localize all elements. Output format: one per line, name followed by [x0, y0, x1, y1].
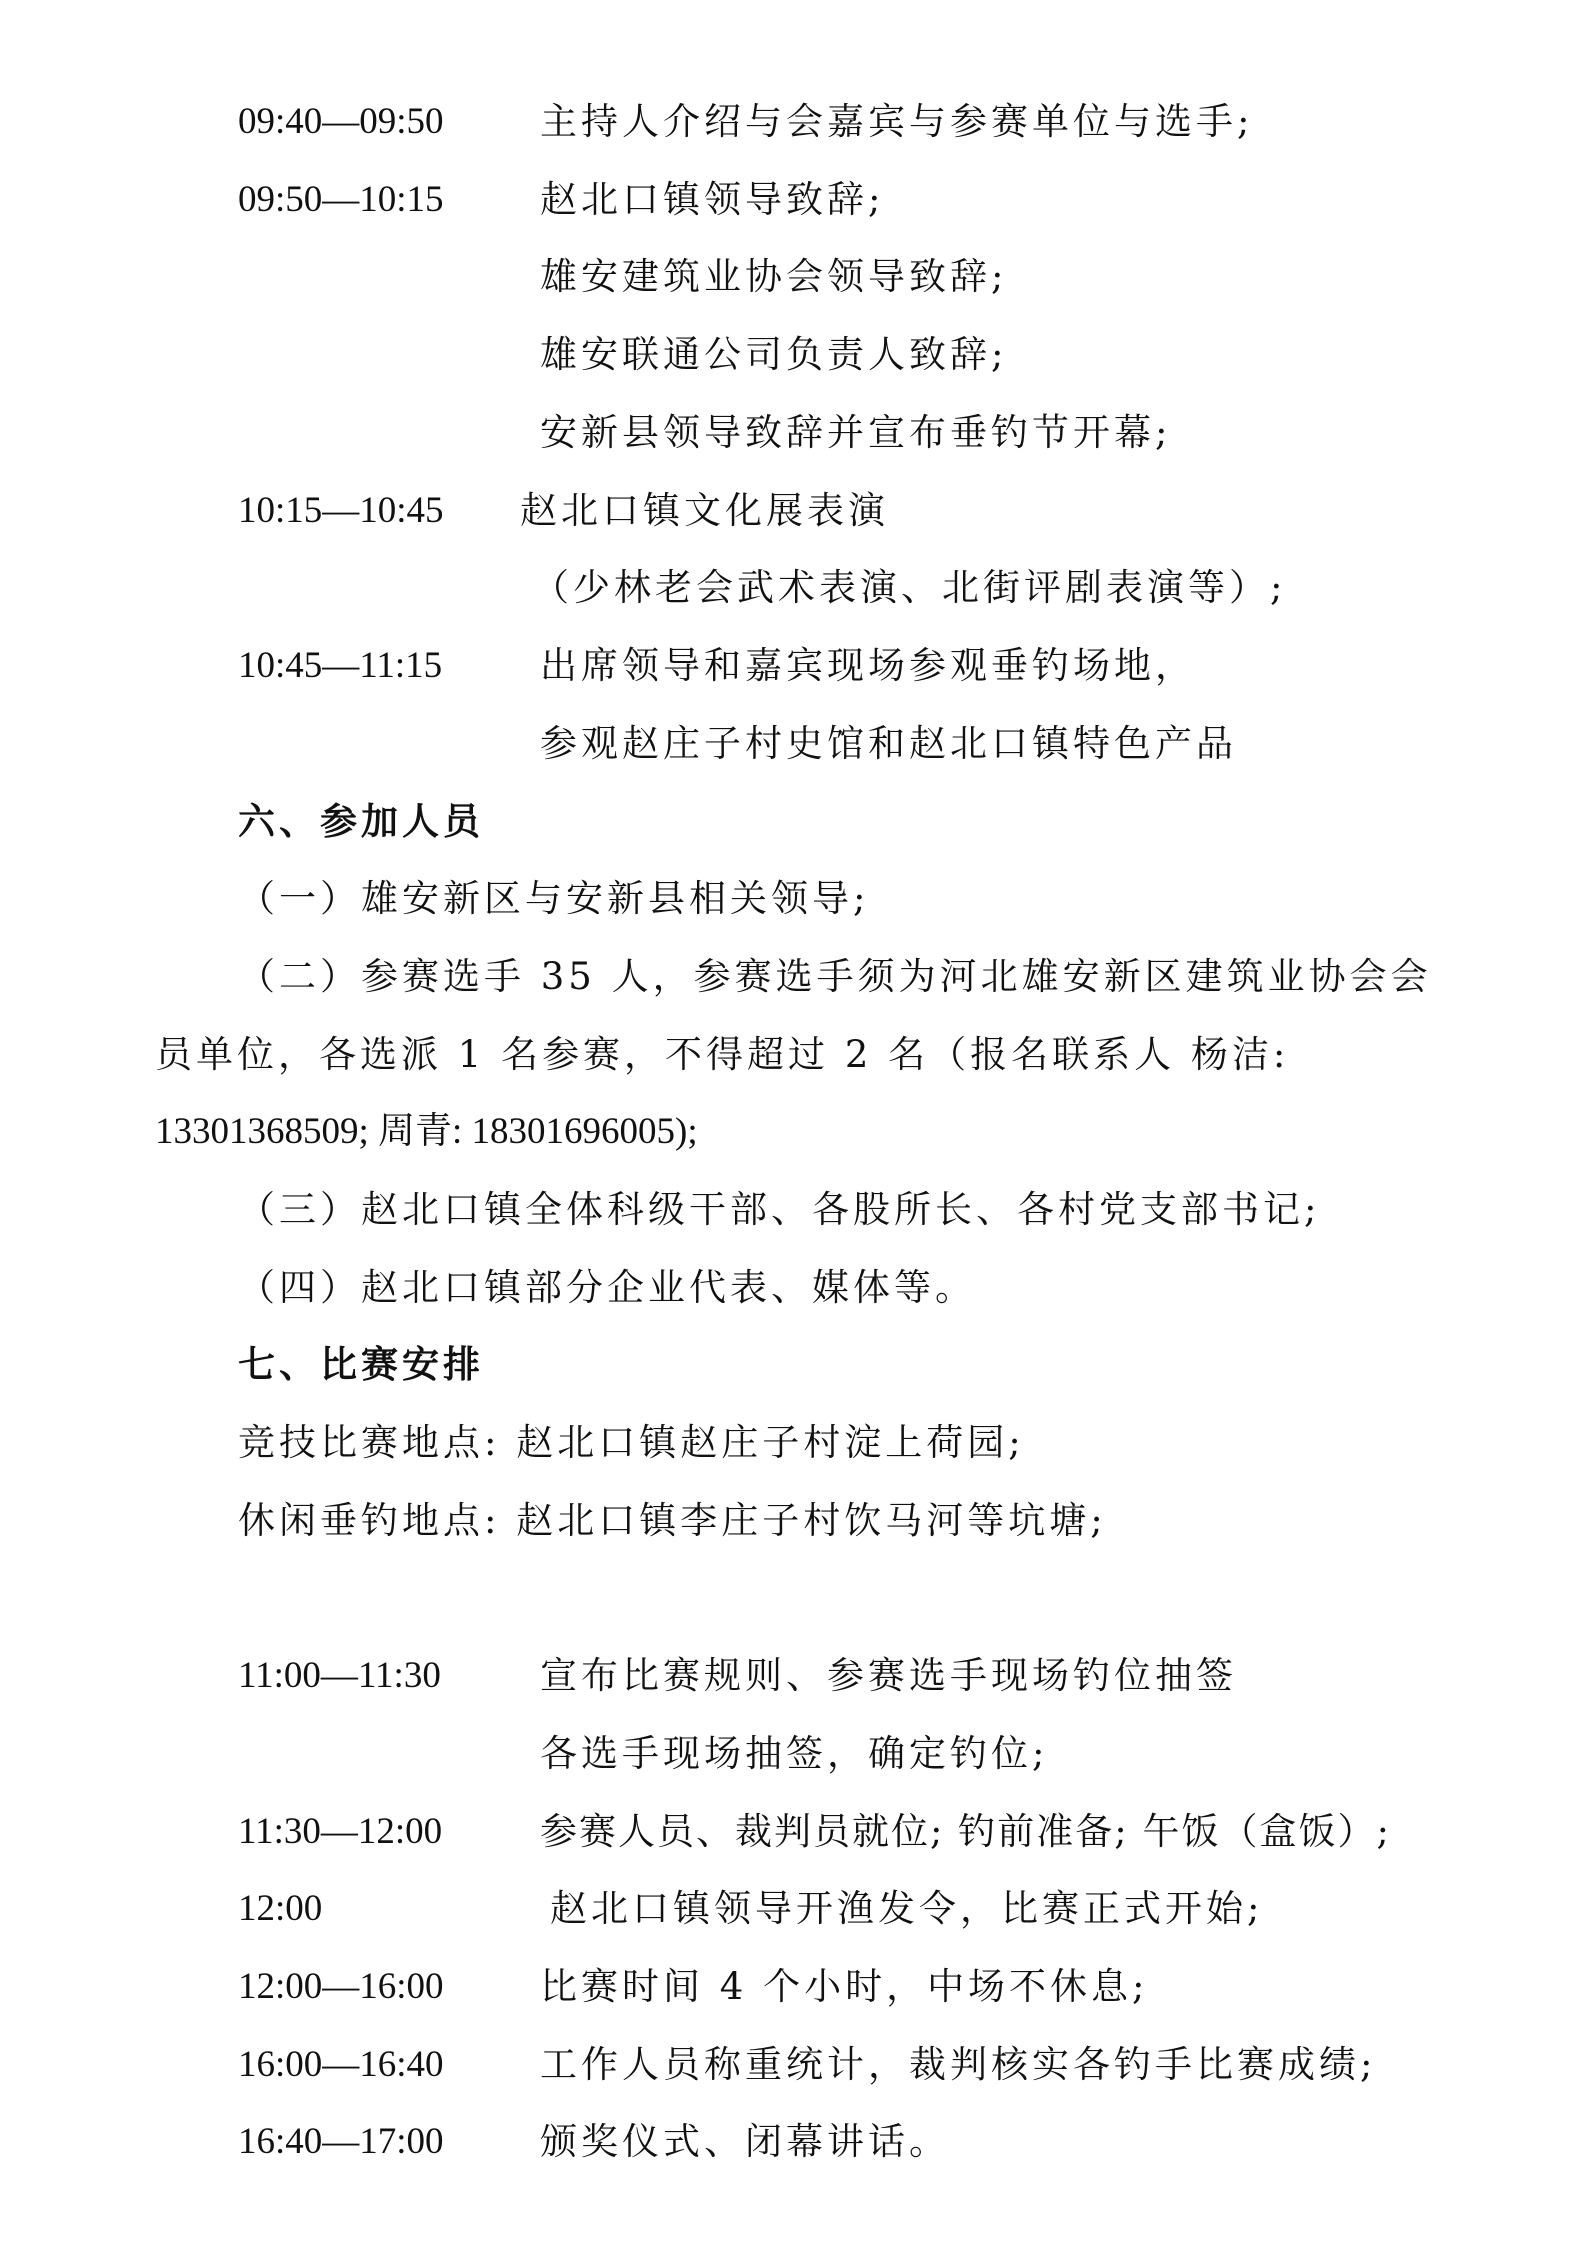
schedule-time: 12:00: [238, 1888, 323, 1929]
schedule-text: 出席领导和嘉宾现场参观垂钓场地，: [540, 644, 1196, 687]
schedule-text: 工作人员称重统计，裁判核实各钓手比赛成绩;: [540, 2043, 1377, 2086]
schedule-time: 09:50—10:15: [238, 179, 444, 220]
participant-item: （三）赵北口镇全体科级干部、各股所长、各村党支部书记;: [238, 1188, 1321, 1231]
participant-item-continued: 员单位，各选派 1 名参赛，不得超过 2 名（报名联系人 杨洁:: [155, 1033, 1290, 1076]
participant-item-continued: 13301368509; 周青: 18301696005);: [155, 1111, 698, 1152]
schedule-text: 颁奖仪式、闭幕讲话。: [540, 2120, 950, 2163]
schedule-text: 宣布比赛规则、参赛选手现场钓位抽签: [540, 1654, 1237, 1697]
participant-item: （四）赵北口镇部分企业代表、媒体等。: [238, 1266, 976, 1309]
schedule-time: 16:00—16:40: [238, 2044, 444, 2085]
schedule-time: 12:00—16:00: [238, 1966, 444, 2007]
schedule-text: 雄安联通公司负责人致辞;: [540, 333, 1008, 376]
participant-item: （一）雄安新区与安新县相关领导;: [238, 877, 870, 920]
venue-line: 休闲垂钓地点: 赵北口镇李庄子村饮马河等坑塘;: [238, 1499, 1107, 1542]
schedule-time: 11:30—12:00: [238, 1811, 443, 1852]
schedule-text: （少林老会武术表演、北街评剧表演等）;: [532, 566, 1287, 609]
schedule-text: 雄安建筑业协会领导致辞;: [540, 255, 1008, 298]
schedule-text: 参观赵庄子村史馆和赵北口镇特色产品: [540, 722, 1237, 765]
section-heading: 六、参加人员: [238, 800, 484, 843]
schedule-time: 10:45—11:15: [238, 645, 443, 686]
schedule-text: 参赛人员、裁判员就位; 钓前准备; 午饭（盒饭）;: [540, 1810, 1391, 1853]
schedule-text: 主持人介绍与会嘉宾与参赛单位与选手;: [540, 100, 1254, 143]
venue-line: 竞技比赛地点: 赵北口镇赵庄子村淀上荷园;: [238, 1421, 1025, 1464]
participant-item: （二）参赛选手 35 人，参赛选手须为河北雄安新区建筑业协会会: [238, 955, 1432, 998]
schedule-time: 09:40—09:50: [238, 101, 444, 142]
schedule-text: 各选手现场抽签，确定钓位;: [540, 1732, 1049, 1775]
schedule-text: 赵北口镇领导致辞;: [540, 178, 885, 221]
schedule-text: 赵北口镇领导开渔发令，比赛正式开始;: [550, 1887, 1264, 1930]
schedule-time: 16:40—17:00: [238, 2121, 444, 2162]
schedule-time: 10:15—10:45: [238, 490, 444, 531]
section-heading: 七、比赛安排: [238, 1343, 484, 1386]
schedule-time: 11:00—11:30: [238, 1655, 441, 1696]
schedule-text: 比赛时间 4 个小时，中场不休息;: [540, 1965, 1149, 2008]
schedule-text: 赵北口镇文化展表演: [520, 489, 889, 532]
schedule-text: 安新县领导致辞并宣布垂钓节开幕;: [540, 411, 1172, 454]
